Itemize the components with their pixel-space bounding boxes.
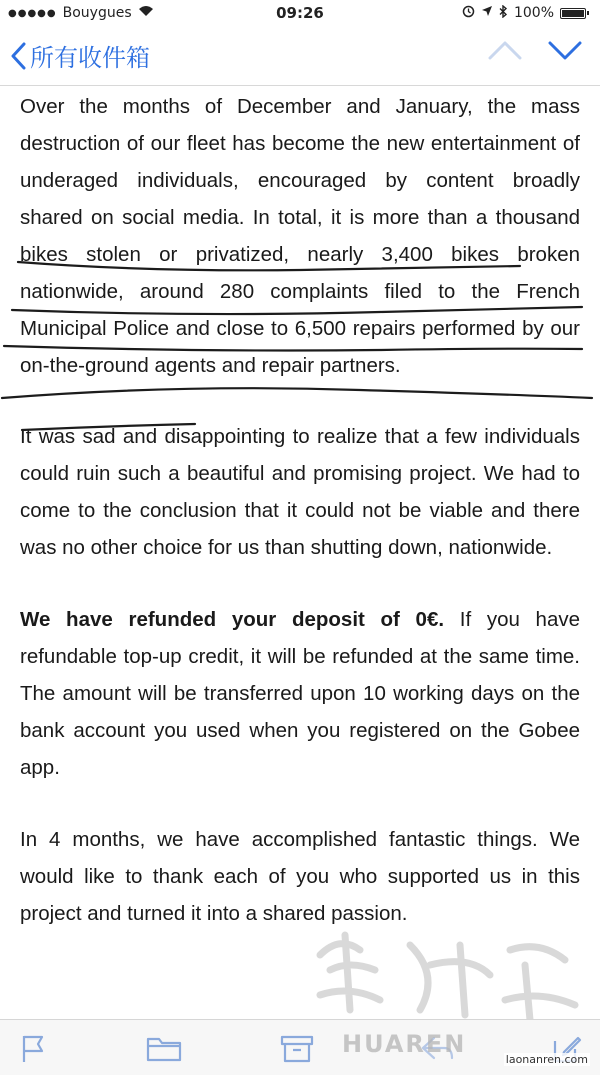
status-time: 09:26 xyxy=(276,4,324,22)
watermark-url: laonanren.com xyxy=(505,1053,588,1066)
email-paragraph-2: It was sad and disappointing to realize that a few individuals could ruin such a beautiful and promising project. We had to come to the conclusion that it could not be viable and there was no other choice for us than shutting down, nationwide. xyxy=(20,425,580,559)
move-to-folder-button[interactable] xyxy=(146,1034,182,1067)
signal-strength-icon: ●●●●● xyxy=(8,7,57,19)
status-right xyxy=(462,5,586,22)
back-to-all-inboxes-button[interactable] xyxy=(10,38,150,73)
mail-toolbar xyxy=(0,1019,600,1075)
message-navigation xyxy=(488,40,582,65)
mail-nav-bar xyxy=(0,26,600,86)
carrier-name: Bouygues xyxy=(62,5,132,21)
next-message-button[interactable] xyxy=(548,40,582,65)
email-paragraph-3 xyxy=(20,601,580,786)
chevron-down-icon xyxy=(548,40,582,60)
previous-message-button[interactable] xyxy=(488,40,522,65)
flag-icon xyxy=(20,1034,46,1064)
archive-button[interactable] xyxy=(280,1034,314,1069)
wifi-icon xyxy=(138,5,154,21)
location-icon xyxy=(481,5,493,21)
watermark-brand: HUAREN xyxy=(342,1030,467,1058)
refund-notice-bold: We have refunded your deposit of 0€. xyxy=(20,608,445,631)
chevron-up-icon xyxy=(488,40,522,60)
chevron-left-icon xyxy=(10,42,26,70)
email-body xyxy=(20,88,580,1020)
archive-icon xyxy=(280,1034,314,1064)
alarm-icon xyxy=(462,5,475,22)
bluetooth-icon xyxy=(499,5,508,22)
back-label: 所有收件箱 xyxy=(30,44,150,72)
flag-button[interactable] xyxy=(20,1034,46,1069)
status-bar xyxy=(0,0,600,26)
folder-icon xyxy=(146,1034,182,1062)
refund-details: If you have refundable top-up credit, it will be refunded at the same time. The amount will be transferred upon 10 working days on the bank account you used when you registered on the Gobee app. xyxy=(20,608,580,779)
status-left xyxy=(8,5,154,21)
email-paragraph-1: Over the months of December and January, the mass destruction of our fleet has become the new entertainment of underaged individuals, encouraged by content broadly shared on social media. In total, it is more than a thousand bikes stolen or privatized, nearly 3,400 bikes broken nationwide, around 280 complaints filed to the French Municipal Police and close to 6,500 repairs performed by our on-the-ground agents and repair partners. xyxy=(20,95,580,377)
battery-icon xyxy=(560,8,586,19)
email-paragraph-4: In 4 months, we have accomplished fantastic things. We would like to thank each of you who supported us in this project and turned it into a shared passion. xyxy=(20,828,580,925)
battery-percent: 100% xyxy=(513,5,554,21)
